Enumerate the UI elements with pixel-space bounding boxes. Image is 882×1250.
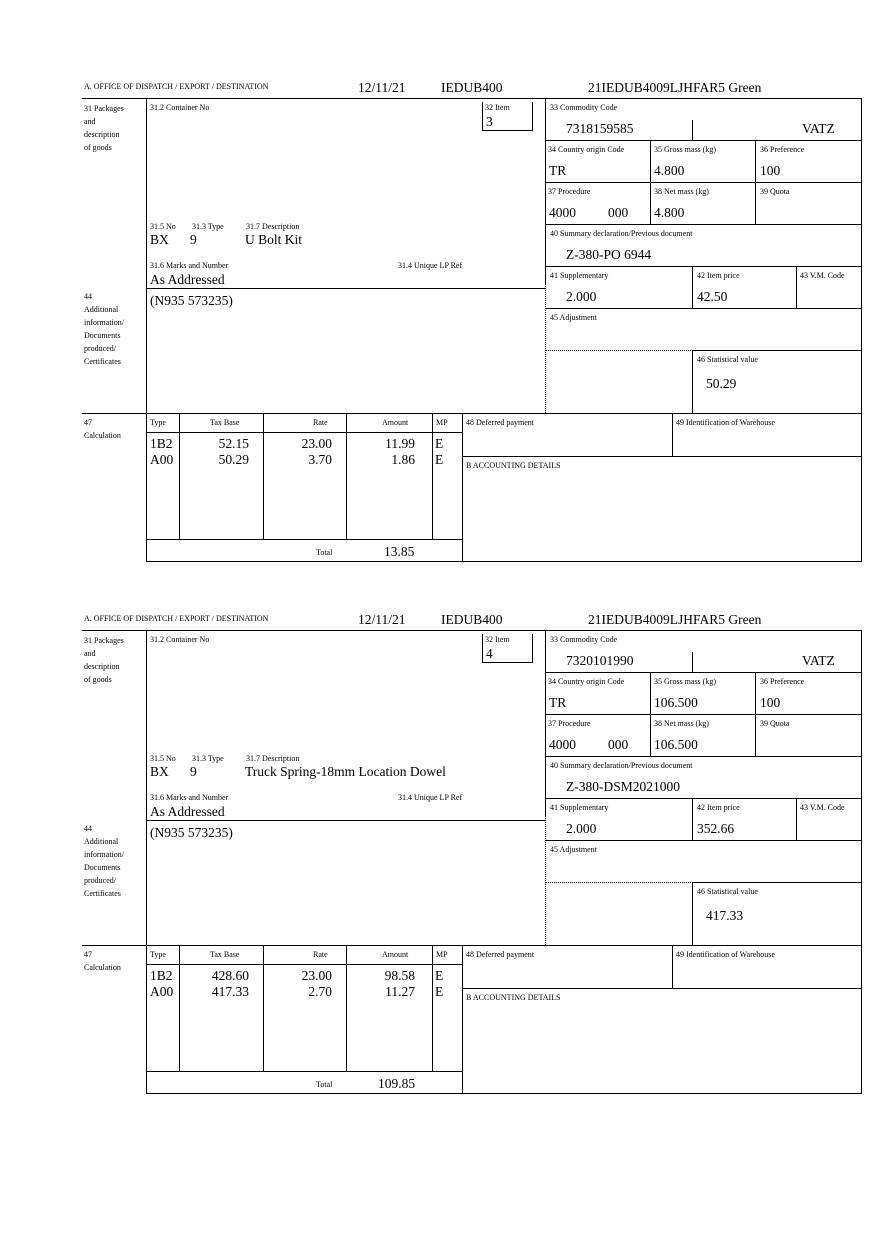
previous-doc-value: Z-380-PO 6944 — [566, 247, 652, 262]
item-box-right — [532, 634, 533, 662]
deferred-label: 48 Deferred payment — [466, 418, 534, 427]
bottom-border — [146, 1093, 862, 1094]
th-tax-base: Tax Base — [210, 950, 240, 959]
package-count: 9 — [190, 232, 197, 247]
quota-label: 39 Quota — [760, 187, 790, 196]
unique-ref-label: 31.4 Unique LP Ref — [398, 261, 463, 270]
calc-col-5 — [462, 413, 463, 561]
calc-header-line — [146, 432, 462, 433]
addinfo-label-6: Certificates — [84, 889, 121, 898]
quota-label: 39 Quota — [760, 719, 790, 728]
calc-label-2: Calculation — [84, 963, 121, 972]
dotted-divider — [545, 815, 546, 945]
packages-label-3: description — [84, 662, 120, 671]
divider-42 — [692, 266, 693, 308]
calc-label-1: 47 — [84, 950, 92, 959]
procedure-code-1: 4000 — [549, 205, 576, 220]
marks-value: As Addressed — [150, 272, 225, 287]
packages-label-2: and — [84, 117, 96, 126]
row2-mp: E — [435, 452, 444, 467]
summary-label: 40 Summary declaration/Previous document — [550, 229, 693, 238]
row1-tax-base: 428.60 — [211, 968, 249, 983]
calc-col-2 — [263, 413, 264, 539]
office-label: A. OFFICE OF DISPATCH / EXPORT / DESTINATION — [84, 614, 269, 623]
row1-rate: 23.00 — [301, 436, 332, 451]
th-rate: Rate — [313, 418, 328, 427]
th-type: Type — [150, 950, 166, 959]
row1-type: 1B2 — [150, 968, 173, 983]
addinfo-label-5: produced/ — [84, 344, 116, 353]
office-code: IEDUB400 — [441, 612, 503, 627]
right-border — [861, 630, 862, 1094]
addinfo-label-4: Documents — [84, 863, 121, 872]
adjustment-label: 45 Adjustment — [550, 313, 597, 322]
additional-info-value: (N935 573235) — [150, 825, 233, 840]
left-column-divider — [146, 98, 147, 562]
statistical-label: 46 Statistical value — [697, 355, 758, 364]
declaration-form-2 — [0, 612, 882, 1112]
vat-code: VATZ — [802, 121, 835, 136]
row1-mp: E — [435, 968, 444, 983]
addinfo-label-2: Additional — [84, 837, 119, 846]
package-kind: BX — [150, 232, 169, 247]
commodity-code: 7320101990 — [566, 653, 634, 668]
warehouse-label: 49 Identification of Warehouse — [676, 950, 775, 959]
th-tax-base: Tax Base — [210, 418, 240, 427]
row2-amount: 1.86 — [391, 452, 415, 467]
statistical-value: 417.33 — [706, 908, 744, 923]
packages-label-3: description — [84, 130, 120, 139]
row1-rate: 23.00 — [301, 968, 332, 983]
calc-label-1: 47 — [84, 418, 92, 427]
row2-rate: 3.70 — [308, 452, 332, 467]
divider-49 — [672, 945, 673, 988]
line-47 — [82, 413, 861, 414]
no-label: 31.5 No — [150, 754, 176, 763]
line-34 — [545, 140, 861, 141]
addinfo-label-3: information/ — [84, 850, 124, 859]
addinfo-label-3: information/ — [84, 318, 124, 327]
office-label: A. OFFICE OF DISPATCH / EXPORT / DESTINATION — [84, 82, 269, 91]
item-box-left — [482, 102, 483, 130]
row2-tax-base: 417.33 — [211, 984, 249, 999]
addinfo-label-2: Additional — [84, 305, 119, 314]
top-border — [82, 98, 861, 99]
th-amount: Amount — [382, 950, 409, 959]
row1-amount: 11.99 — [385, 436, 415, 451]
package-kind: BX — [150, 764, 169, 779]
previous-doc-value: Z-380-DSM2021000 — [566, 779, 680, 794]
item-box-left — [482, 634, 483, 662]
commodity-divider — [692, 120, 693, 140]
net-label: 38 Net mass (kg) — [654, 719, 709, 728]
row1-mp: E — [435, 436, 444, 451]
row2-rate: 2.70 — [308, 984, 332, 999]
type-label: 31.3 Type — [192, 222, 224, 231]
no-label: 31.5 No — [150, 222, 176, 231]
supplementary-value: 2.000 — [566, 289, 597, 304]
container-label: 31.2 Container No — [150, 635, 210, 644]
calc-col-4 — [432, 945, 433, 1071]
procedure-label: 37 Procedure — [548, 719, 591, 728]
calc-col-1 — [179, 413, 180, 539]
preference-value: 100 — [760, 695, 781, 710]
net-mass-value: 4.800 — [654, 205, 685, 220]
divider-46 — [692, 350, 693, 413]
divider-42 — [692, 798, 693, 840]
country-value: TR — [549, 695, 567, 710]
line-accounting — [462, 988, 861, 989]
th-rate: Rate — [313, 950, 328, 959]
total-value: 109.85 — [378, 1076, 416, 1091]
accounting-label: B ACCOUNTING DETAILS — [466, 993, 561, 1002]
commodity-code: 7318159585 — [566, 121, 634, 136]
th-mp: MP — [436, 950, 448, 959]
vat-code: VATZ — [802, 653, 835, 668]
warehouse-label: 49 Identification of Warehouse — [676, 418, 775, 427]
gross-mass-value: 4.800 — [654, 163, 685, 178]
statistical-label: 46 Statistical value — [697, 887, 758, 896]
item-label: 32 Item — [485, 635, 510, 644]
declaration-form-1 — [0, 80, 882, 580]
gross-label: 35 Gross mass (kg) — [654, 677, 716, 686]
th-mp: MP — [436, 418, 448, 427]
item-price-label: 42 Item price — [697, 803, 740, 812]
procedure-code-1: 4000 — [549, 737, 576, 752]
right-section-divider — [545, 98, 546, 283]
row2-amount: 11.27 — [385, 984, 415, 999]
top-border — [82, 630, 861, 631]
line-45 — [545, 840, 861, 841]
addinfo-label-5: produced/ — [84, 876, 116, 885]
line-41 — [545, 266, 861, 267]
procedure-code-2: 000 — [608, 737, 629, 752]
packages-label-1: 31 Packages — [84, 636, 124, 645]
addinfo-label-6: Certificates — [84, 357, 121, 366]
bottom-border — [146, 561, 862, 562]
calc-total-line — [146, 539, 462, 540]
item-number: 4 — [486, 646, 493, 661]
right-border — [861, 98, 862, 562]
calc-col-3 — [346, 413, 347, 539]
adjustment-dotted — [545, 350, 693, 351]
packages-label-2: and — [84, 649, 96, 658]
item-box-bottom — [482, 130, 533, 131]
net-label: 38 Net mass (kg) — [654, 187, 709, 196]
item-price-value: 42.50 — [697, 289, 728, 304]
item-price-value: 352.66 — [697, 821, 735, 836]
packages-label-4: of goods — [84, 675, 112, 684]
desc-label: 31.7 Description — [246, 222, 300, 231]
calc-col-5 — [462, 945, 463, 1093]
item-label: 32 Item — [485, 103, 510, 112]
vm-code-label: 43 V.M. Code — [800, 803, 845, 812]
row1-type: 1B2 — [150, 436, 173, 451]
date: 12/11/21 — [358, 80, 406, 95]
row1-tax-base: 52.15 — [218, 436, 249, 451]
packages-label-1: 31 Packages — [84, 104, 124, 113]
preference-label: 36 Preference — [760, 145, 805, 154]
deferred-label: 48 Deferred payment — [466, 950, 534, 959]
item-box-right — [532, 102, 533, 130]
addinfo-label-4: Documents — [84, 331, 121, 340]
calc-label-2: Calculation — [84, 431, 121, 440]
total-label: Total — [316, 1080, 333, 1089]
item-box-bottom — [482, 662, 533, 663]
packages-label-4: of goods — [84, 143, 112, 152]
country-value: TR — [549, 163, 567, 178]
commodity-label: 33 Commodity Code — [550, 635, 618, 644]
commodity-label: 33 Commodity Code — [550, 103, 618, 112]
item-number: 3 — [486, 114, 493, 129]
total-value: 13.85 — [384, 544, 415, 559]
declaration-reference: 21IEDUB4009LJHFAR5 Green — [588, 80, 762, 95]
unique-ref-label: 31.4 Unique LP Ref — [398, 793, 463, 802]
adjustment-dotted — [545, 882, 693, 883]
marks-value: As Addressed — [150, 804, 225, 819]
statistical-value: 50.29 — [706, 376, 737, 391]
additional-info-value: (N935 573235) — [150, 293, 233, 308]
declaration-reference: 21IEDUB4009LJHFAR5 Green — [588, 612, 762, 627]
type-label: 31.3 Type — [192, 754, 224, 763]
line-44 — [146, 288, 545, 289]
line-45 — [545, 308, 861, 309]
supplementary-value: 2.000 — [566, 821, 597, 836]
line-37 — [545, 714, 861, 715]
net-mass-value: 106.500 — [654, 737, 698, 752]
procedure-label: 37 Procedure — [548, 187, 591, 196]
dotted-divider — [545, 283, 546, 413]
preference-label: 36 Preference — [760, 677, 805, 686]
row2-tax-base: 50.29 — [218, 452, 249, 467]
calc-col-2 — [263, 945, 264, 1071]
line-37 — [545, 182, 861, 183]
gross-label: 35 Gross mass (kg) — [654, 145, 716, 154]
line-40 — [545, 224, 861, 225]
line-46 — [693, 882, 861, 883]
adjustment-label: 45 Adjustment — [550, 845, 597, 854]
line-34 — [545, 672, 861, 673]
preference-value: 100 — [760, 163, 781, 178]
row1-amount: 98.58 — [384, 968, 415, 983]
procedure-code-2: 000 — [608, 205, 629, 220]
accounting-label: B ACCOUNTING DETAILS — [466, 461, 561, 470]
item-price-label: 42 Item price — [697, 271, 740, 280]
summary-label: 40 Summary declaration/Previous document — [550, 761, 693, 770]
divider-46 — [692, 882, 693, 945]
date: 12/11/21 — [358, 612, 406, 627]
country-label: 34 Country origin Code — [548, 677, 625, 686]
marks-label: 31.6 Marks and Number — [150, 793, 229, 802]
calc-total-line — [146, 1071, 462, 1072]
container-label: 31.2 Container No — [150, 103, 210, 112]
th-type: Type — [150, 418, 166, 427]
addinfo-label-1: 44 — [84, 824, 92, 833]
addinfo-label-1: 44 — [84, 292, 92, 301]
right-section-divider — [545, 630, 546, 815]
country-label: 34 Country origin Code — [548, 145, 625, 154]
line-40 — [545, 756, 861, 757]
calc-col-4 — [432, 413, 433, 539]
row2-mp: E — [435, 984, 444, 999]
total-label: Total — [316, 548, 333, 557]
package-count: 9 — [190, 764, 197, 779]
gross-mass-value: 106.500 — [654, 695, 698, 710]
supplementary-label: 41 Supplementary — [550, 271, 609, 280]
left-column-divider — [146, 630, 147, 1094]
calc-header-line — [146, 964, 462, 965]
line-44 — [146, 820, 545, 821]
line-46 — [693, 350, 861, 351]
divider-49 — [672, 413, 673, 456]
vm-code-label: 43 V.M. Code — [800, 271, 845, 280]
calc-col-1 — [179, 945, 180, 1071]
office-code: IEDUB400 — [441, 80, 503, 95]
calc-col-3 — [346, 945, 347, 1071]
row2-type: A00 — [150, 984, 174, 999]
th-amount: Amount — [382, 418, 409, 427]
line-47 — [82, 945, 861, 946]
desc-label: 31.7 Description — [246, 754, 300, 763]
divider-43 — [796, 266, 797, 308]
marks-label: 31.6 Marks and Number — [150, 261, 229, 270]
line-41 — [545, 798, 861, 799]
supplementary-label: 41 Supplementary — [550, 803, 609, 812]
commodity-divider — [692, 652, 693, 672]
row2-type: A00 — [150, 452, 174, 467]
goods-description: U Bolt Kit — [245, 232, 303, 247]
line-accounting — [462, 456, 861, 457]
goods-description: Truck Spring-18mm Location Dowel — [245, 764, 446, 779]
divider-43 — [796, 798, 797, 840]
